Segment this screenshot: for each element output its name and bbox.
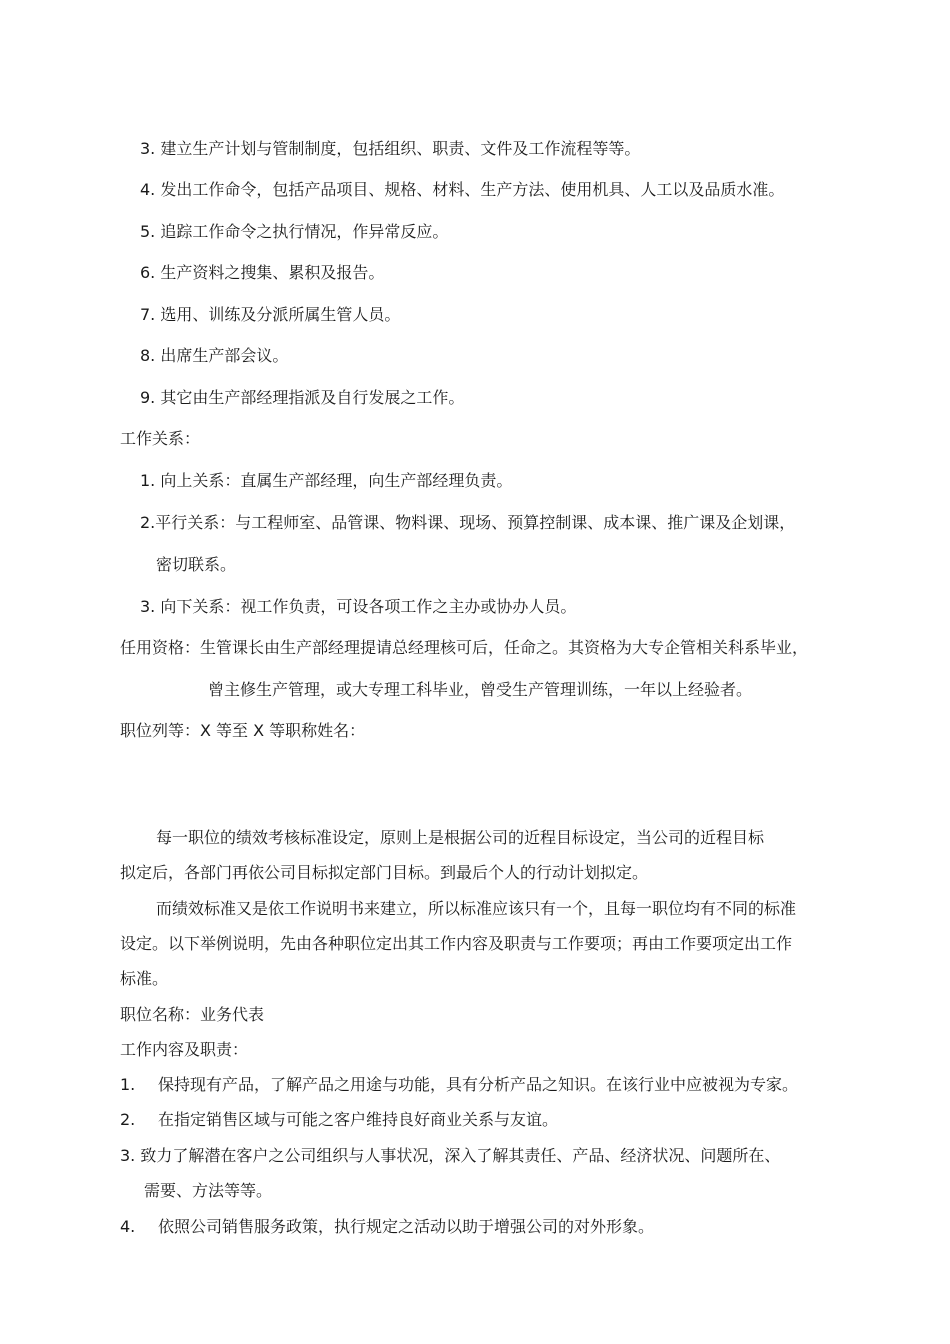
relation-item-3 (140, 596, 576, 618)
list-number: 1. (120, 1075, 136, 1094)
rank-line: 职位列等：X 等至 X 等职称姓名： (120, 721, 366, 740)
list-number: 3. (140, 597, 156, 616)
list-number: 1. (140, 471, 156, 490)
duty-item-6 (140, 262, 384, 284)
relations-heading: 工作关系： (120, 429, 201, 448)
position-name: 职位名称：业务代表 (120, 1005, 265, 1024)
content-item-2 (120, 1109, 558, 1131)
list-number: 4. (120, 1217, 136, 1236)
duty-item-9 (140, 387, 464, 409)
list-number: 7. (140, 305, 156, 324)
list-text: 保持现有产品，了解产品之用途与功能，具有分析产品之知识。在该行业中应被视为专家。 (158, 1075, 799, 1094)
para1-line-2: 拟定后，各部门再依公司目标拟定部门目标。到最后个人的行动计划拟定。 (120, 863, 649, 882)
relation-item-2-continuation: 密切联系。 (156, 555, 237, 574)
list-text: 向下关系：视工作负责，可设各项工作之主办或协办人员。 (160, 597, 577, 616)
list-number: 9. (140, 388, 156, 407)
duty-item-5 (140, 221, 448, 243)
para2-line-2: 设定。以下举例说明，先由各种职位定出其工作内容及职责与工作要项；再由工作要项定出工作 (120, 934, 793, 953)
list-text: 依照公司销售服务政策，执行规定之活动以助于增强公司的对外形象。 (158, 1217, 655, 1236)
list-number: 5. (140, 222, 156, 241)
list-number: 6. (140, 263, 156, 282)
content-item-1 (120, 1074, 798, 1096)
list-text: 其它由生产部经理指派及自行发展之工作。 (160, 388, 465, 407)
content-item-3 (120, 1145, 780, 1167)
list-text: 生产资料之搜集、累积及报告。 (160, 263, 385, 282)
qualification-line-2: 曾主修生产管理，或大专理工科毕业，曾受生产管理训练，一年以上经验者。 (208, 680, 753, 699)
para1-line-1: 每一职位的绩效考核标准设定，原则上是根据公司的近程目标设定，当公司的近程目标 (156, 828, 765, 847)
list-number: 4. (140, 180, 156, 199)
relation-item-1 (140, 470, 512, 492)
list-text: 建立生产计划与管制制度，包括组织、职责、文件及工作流程等等。 (160, 139, 641, 158)
content-heading: 工作内容及职责： (120, 1040, 249, 1059)
list-number: 8. (140, 346, 156, 365)
list-text: 致力了解潜在客户之公司组织与人事状况，深入了解其责任、产品、经济状况、问题所在、 (140, 1146, 781, 1165)
list-text: 出席生产部会议。 (160, 346, 289, 365)
list-number: 3. (120, 1146, 136, 1165)
list-text: 追踪工作命令之执行情况，作异常反应。 (160, 222, 449, 241)
content-item-4 (120, 1216, 654, 1238)
list-text: 选用、训练及分派所属生管人员。 (160, 305, 401, 324)
content-item-3-continuation: 需要、方法等等。 (144, 1181, 273, 1200)
qualification-line-1: 任用资格：生管课长由生产部经理提请总经理核可后，任命之。其资格为大专企管相关科系毕业， (120, 638, 809, 657)
list-text: 平行关系：与工程师室、品管课、物料课、现场、预算控制课、成本课、推广课及企划课， (155, 513, 796, 532)
duty-item-8 (140, 345, 288, 367)
duty-item-3 (140, 138, 640, 160)
para2-line-3: 标准。 (120, 969, 169, 988)
list-number: 2. (120, 1110, 136, 1129)
duty-item-4 (140, 179, 784, 201)
list-text: 发出工作命令，包括产品项目、规格、材料、生产方法、使用机具、人工以及品质水准。 (160, 180, 785, 199)
list-text: 向上关系：直属生产部经理，向生产部经理负责。 (160, 471, 513, 490)
list-number: 3. (140, 139, 156, 158)
duty-item-7 (140, 304, 400, 326)
relation-item-2 (140, 512, 795, 534)
para2-line-1: 而绩效标准又是依工作说明书来建立，所以标准应该只有一个，且每一职位均有不同的标准 (156, 899, 797, 918)
list-number: 2. (140, 513, 156, 532)
list-text: 在指定销售区域与可能之客户维持良好商业关系与友谊。 (158, 1110, 559, 1129)
